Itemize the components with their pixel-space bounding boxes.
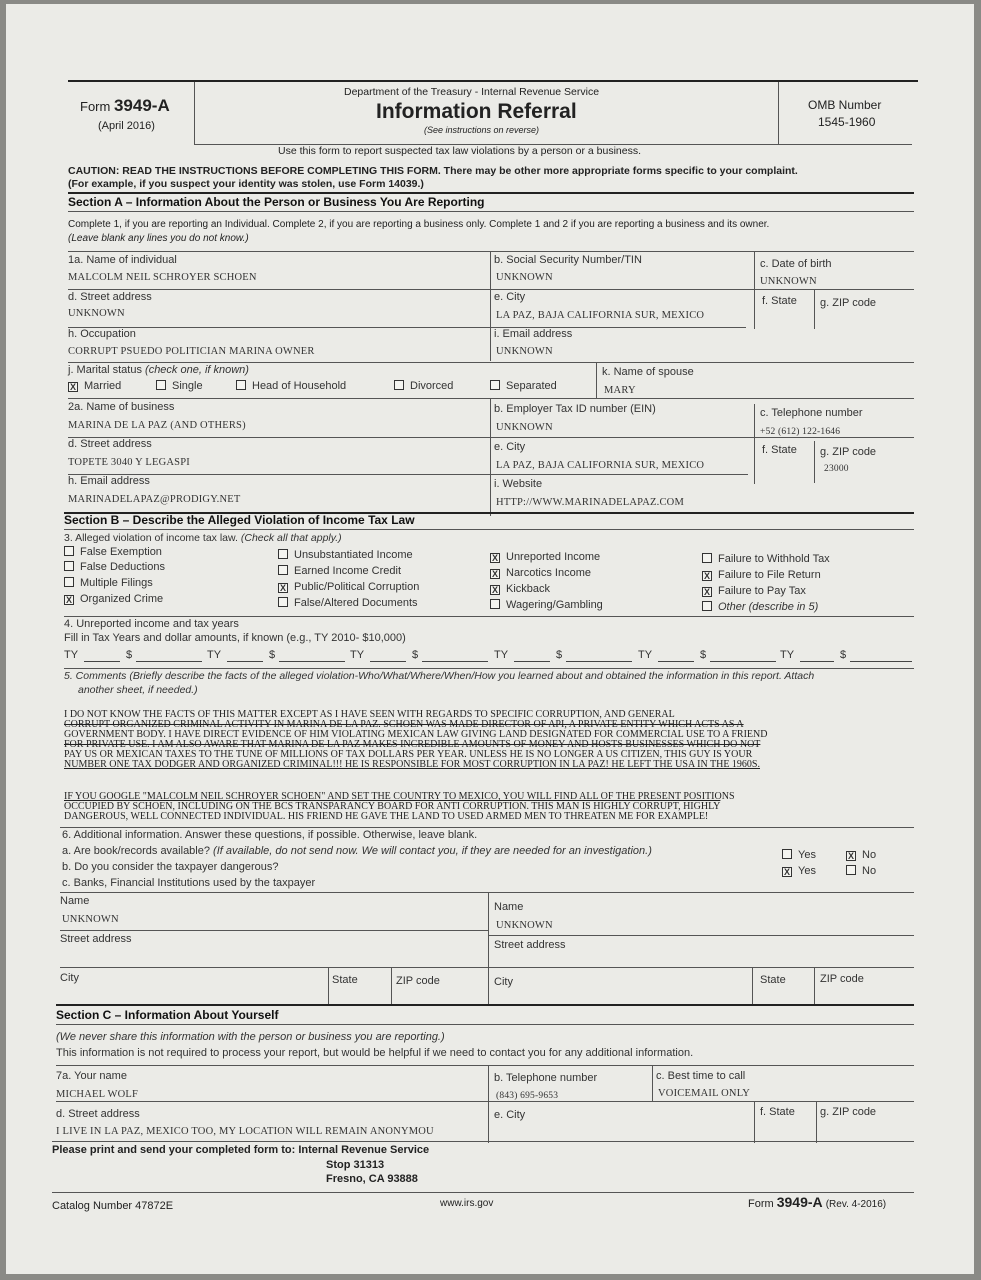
checkbox[interactable]	[278, 565, 288, 575]
col-rule	[816, 1101, 817, 1143]
violation-earned-income-credit[interactable]	[278, 565, 401, 577]
option-label: No	[862, 865, 877, 877]
col-rule	[752, 967, 753, 1004]
ty-field[interactable]	[658, 661, 694, 662]
your-name-label: 7a. Your name	[56, 1070, 127, 1082]
dollar-label: $	[556, 649, 563, 661]
marital-single[interactable]	[156, 380, 203, 392]
street-value[interactable]: UNKNOWN	[68, 308, 125, 319]
business-name-value[interactable]: MARINA DE LA PAZ (AND OTHERS)	[68, 420, 246, 431]
your-street-value[interactable]: I LIVE IN LA PAZ, MEXICO TOO, MY LOCATION WILL REMAIN ANONYMOU	[56, 1126, 434, 1137]
violation-false-deductions[interactable]	[64, 561, 165, 573]
your-zip-label: g. ZIP code	[820, 1106, 877, 1118]
comment-line-3[interactable]: GOVERNMENT BODY. I HAVE DIRECT EVIDENCE OF HIM VIOLATING MEXICAN LAW GIVING LAND DESIGNATED FOR COMMERCIAL USE TO A FRIEND	[64, 729, 768, 740]
option-label: Failure to Pay Tax	[718, 585, 806, 597]
row-rule	[68, 437, 914, 438]
option-label: Kickback	[506, 583, 551, 595]
violation-narcotics-income[interactable]	[490, 567, 591, 579]
caution-1: CAUTION: READ THE INSTRUCTIONS BEFORE COMPLETING THIS FORM. There may be other more appropriate forms specific to your complaint.	[68, 165, 798, 177]
q6a	[62, 845, 652, 857]
your-street-label: d. Street address	[56, 1108, 140, 1120]
option-label: Single	[172, 380, 203, 392]
col-rule	[814, 441, 815, 483]
checkbox[interactable]	[64, 561, 74, 571]
option-label: Yes	[798, 865, 816, 877]
marital-label-text: j. Marital status	[68, 364, 142, 376]
row-rule	[52, 1141, 914, 1142]
form-page	[6, 4, 974, 1274]
violation-false-altered-documents[interactable]	[278, 597, 418, 609]
your-city-label: e. City	[494, 1109, 526, 1121]
dollar-label: $	[269, 649, 276, 661]
use-line: Use this form to report suspected tax law violations by a person or a business.	[278, 145, 642, 157]
option-label: Earned Income Credit	[294, 565, 401, 577]
comment-line-4[interactable]: FOR PRIVATE USE. I AM ALSO AWARE THAT MARINA DE LA PAZ MAKES INCREDIBLE AMOUNTS OF MONEY AND HOSTS BUSINESSES WHICH DO NOT	[64, 739, 761, 750]
option-label: Narcotics Income	[506, 567, 591, 579]
ty-field[interactable]	[514, 661, 550, 662]
bank2-name-label: Name	[494, 901, 524, 913]
ein-value[interactable]: UNKNOWN	[496, 422, 553, 433]
omb-label: OMB Number	[808, 98, 882, 112]
bank1-name-label: Name	[60, 895, 90, 907]
dob-value[interactable]: UNKNOWN	[760, 276, 817, 287]
col-rule	[490, 398, 491, 516]
col-rule	[391, 967, 392, 1004]
section-a-title-rule	[68, 211, 914, 212]
option-label: No	[862, 849, 877, 861]
row-rule	[60, 967, 914, 968]
your-name-value[interactable]: MICHAEL WOLF	[56, 1089, 139, 1100]
comment-line-7[interactable]: IF YOU GOOGLE "MALCOLM NEIL SCHROYER SCHOEN" AND SET THE COUNTRY TO MEXICO, YOU WILL FIND ALL OF THE PRESENT POSITIONS	[64, 791, 735, 802]
q4-hint: Fill in Tax Years and dollar amounts, if known (e.g., TY 2010- $10,000)	[64, 632, 406, 644]
spouse-label: k. Name of spouse	[602, 366, 694, 378]
business-name-label: 2a. Name of business	[68, 401, 175, 413]
q6-label: 6. Additional information. Answer these questions, if possible. Otherwise, leave blank.	[62, 829, 478, 841]
checkbox[interactable]: X	[703, 571, 710, 581]
violation-multiple-filings[interactable]	[64, 577, 153, 589]
comment-line-8[interactable]: OCCUPIED BY SCHOEN, INCLUDING ON THE BCS TRANSPARANCY BOARD FOR ANTI CORRUPTION. THIS MAN IS HIGHLY CORRUPT, HIGHLY	[64, 801, 721, 812]
col-rule	[814, 289, 815, 329]
best-time-label: c. Best time to call	[656, 1070, 746, 1082]
email-label: i. Email address	[494, 328, 573, 340]
form-id	[80, 96, 170, 116]
comment-line-9[interactable]: DANGEROUS, WELL CONNECTED INDIVIDUAL. HIS FRIEND HE GAVE THE LAND TO USED ARMED MEN TO THREATEN ME FOR EXAMPLE!	[64, 811, 709, 822]
section-a-title: Section A – Information About the Person or Business You Are Reporting	[68, 195, 485, 209]
q6a-no[interactable]	[846, 849, 876, 861]
occupation-value[interactable]: CORRUPT PSUEDO POLITICIAN MARINA OWNER	[68, 346, 315, 357]
ty-label: TY	[350, 649, 365, 661]
violation-unsubstantiated-income[interactable]	[278, 549, 413, 561]
col-rule	[596, 362, 597, 398]
ty-label: TY	[64, 649, 79, 661]
catalog-number: Catalog Number 47872E	[52, 1200, 174, 1212]
ty-label: TY	[494, 649, 509, 661]
form-label: Form	[80, 99, 111, 114]
bank1-street-label: Street address	[60, 933, 132, 945]
street-label: d. Street address	[68, 291, 152, 303]
section-a-instr-2: (Leave blank any lines you do not know.)	[68, 233, 249, 244]
option-label: Separated	[506, 380, 557, 392]
q6a-yes[interactable]	[782, 849, 816, 861]
option-label: False/Altered Documents	[294, 597, 418, 609]
col-rule	[490, 251, 491, 361]
col-rule	[488, 1065, 489, 1143]
your-phone-label: b. Telephone number	[494, 1072, 598, 1084]
header-divider-right	[778, 82, 779, 144]
header-top-rule	[68, 80, 918, 82]
bank2-city-label: City	[494, 976, 513, 988]
checkbox[interactable]: X	[279, 583, 286, 593]
row-rule	[60, 892, 914, 893]
amount-field[interactable]	[422, 661, 488, 662]
marital-separated[interactable]	[490, 380, 557, 392]
send-line: Please print and send your completed form to: Internal Revenue Service	[52, 1144, 430, 1156]
checkbox[interactable]	[846, 865, 856, 875]
checkbox[interactable]: X	[847, 851, 854, 861]
city-label: e. City	[494, 291, 526, 303]
business-street-value[interactable]: TOPETE 3040 Y LEGASPI	[68, 457, 190, 468]
violation-other[interactable]	[702, 601, 818, 613]
checkbox[interactable]: X	[491, 569, 498, 579]
q5-label-2: another sheet, if needed.)	[78, 684, 198, 696]
option-label: Other (describe in 5)	[718, 601, 819, 613]
occupation-label: h. Occupation	[68, 328, 136, 340]
your-state-label: f. State	[760, 1106, 795, 1118]
email-value[interactable]: UNKNOWN	[496, 346, 553, 357]
q3-label-text: 3. Alleged violation of income tax law.	[64, 532, 238, 544]
option-label: Failure to Withhold Tax	[718, 553, 830, 565]
q6b-yes[interactable]	[782, 865, 816, 877]
form-date: (April 2016)	[98, 120, 155, 132]
row-rule	[488, 935, 914, 936]
q6a-text: a. Are book/records available?	[62, 845, 210, 857]
q3-hint: (Check all that apply.)	[240, 532, 342, 544]
col-rule	[652, 1065, 653, 1101]
marital-married[interactable]	[68, 380, 121, 392]
ty-label: TY	[207, 649, 222, 661]
website-label: i. Website	[494, 478, 543, 490]
business-zip-value[interactable]: 23000	[824, 464, 849, 474]
col-rule	[754, 1101, 755, 1143]
checkbox[interactable]: X	[491, 553, 498, 563]
row-rule	[60, 930, 488, 931]
checkbox[interactable]	[278, 549, 288, 559]
comment-line-1[interactable]: I DO NOT KNOW THE FACTS OF THIS MATTER EXCEPT AS I HAVE SEEN WITH REGARDS TO SPECIFIC CORRUPTION, AND GENERAL	[64, 709, 675, 720]
ty-field[interactable]	[370, 661, 406, 662]
checkbox[interactable]: X	[491, 585, 498, 595]
individual-name-label: 1a. Name of individual	[68, 254, 177, 266]
option-label: Organized Crime	[80, 593, 164, 605]
best-time-value[interactable]: VOICEMAIL ONLY	[658, 1088, 751, 1099]
row-rule	[68, 362, 914, 363]
amount-field[interactable]	[850, 661, 912, 662]
col-rule	[754, 251, 755, 329]
marital-divorced[interactable]	[394, 380, 453, 392]
section-c-title-rule	[56, 1024, 914, 1025]
dollar-label: $	[412, 649, 419, 661]
checkbox[interactable]	[490, 599, 500, 609]
city-value[interactable]: LA PAZ, BAJA CALIFORNIA SUR, MEXICO	[496, 310, 705, 321]
option-label: Wagering/Gambling	[506, 599, 603, 611]
row-rule	[68, 398, 914, 399]
marital-hint: (check one, if known)	[145, 364, 249, 376]
comment-line-2[interactable]: CORRUPT ORGANIZED CRIMINAL ACTIVITY IN MARINA DE LA PAZ. SCHOEN WAS MADE DIRECTOR OF API, A PRIVATE ENTITY WHICH ACTS AS A	[64, 719, 744, 730]
violation-public-political-corruption[interactable]	[278, 581, 419, 593]
ty-field[interactable]	[84, 661, 120, 662]
row-rule	[56, 1101, 914, 1102]
section-b-title-rule	[64, 529, 914, 530]
business-email-value[interactable]: MARINADELAPAZ@PRODIGY.NET	[68, 494, 241, 505]
comment-line-5[interactable]: PAY US OR MEXICAN TAXES TO THE TUNE OF MILLIONS OF TAX DOLLARS PER YEAR. UNLESS HE IS NO LONGER A US CITIZEN, THIS GUY IS YOUR	[64, 749, 753, 760]
dollar-label: $	[700, 649, 707, 661]
option-label: Multiple Filings	[80, 577, 153, 589]
bank1-city-label: City	[60, 972, 79, 984]
violation-failure-to-withhold[interactable]	[702, 553, 830, 565]
checkbox[interactable]: X	[65, 595, 72, 605]
business-city-value[interactable]: LA PAZ, BAJA CALIFORNIA SUR, MEXICO	[496, 460, 705, 471]
option-label: Public/Political Corruption	[294, 581, 420, 593]
checkbox[interactable]	[702, 601, 712, 611]
ty-field[interactable]	[227, 661, 263, 662]
business-city-label: e. City	[494, 441, 526, 453]
ty-field[interactable]	[800, 661, 834, 662]
bank2-state-label: State	[760, 974, 786, 986]
row-rule	[60, 827, 914, 828]
bank1-zip-label: ZIP code	[396, 975, 440, 987]
section-a-rule	[68, 192, 914, 194]
violation-failure-to-pay[interactable]	[702, 585, 806, 597]
section-b-title: Section B – Describe the Alleged Violation of Income Tax Law	[64, 513, 415, 527]
ein-label: b. Employer Tax ID number (EIN)	[494, 403, 656, 415]
option-label: False Exemption	[80, 546, 162, 558]
business-zip-label: g. ZIP code	[820, 446, 877, 458]
business-phone-value[interactable]: +52 (612) 122-1646	[760, 427, 841, 437]
bank1-state-label: State	[332, 974, 358, 986]
footer-rule	[52, 1192, 914, 1193]
row-rule	[56, 1065, 914, 1066]
q4-label: 4. Unreported income and tax years	[64, 618, 239, 630]
checkbox[interactable]	[782, 849, 792, 859]
col-rule	[754, 404, 755, 484]
checkbox[interactable]	[236, 380, 246, 390]
section-c-title: Section C – Information About Yourself	[56, 1008, 279, 1022]
ssn-label: b. Social Security Number/TIN	[494, 254, 642, 266]
bank2-zip-label: ZIP code	[820, 973, 864, 985]
section-a-instr-1: Complete 1, if you are reporting an Individual. Complete 2, if you are reporting a business only. Complete 1 and 2 if you are reporting a business and its owner.	[68, 219, 770, 230]
q3-label	[64, 532, 342, 544]
caution-2: (For example, if you suspect your identity was stolen, use Form 14039.)	[68, 178, 424, 190]
checkbox[interactable]	[278, 597, 288, 607]
option-label: Failure to File Return	[718, 569, 821, 581]
irs-website[interactable]: www.irs.gov	[440, 1198, 494, 1209]
see-instructions: (See instructions on reverse)	[424, 125, 540, 135]
checkbox[interactable]	[394, 380, 404, 390]
row-rule	[68, 327, 746, 328]
amount-field[interactable]	[279, 661, 345, 662]
violation-wagering-gambling[interactable]	[490, 599, 603, 611]
marital-label	[68, 364, 249, 376]
amount-field[interactable]	[566, 661, 632, 662]
footer-form-id	[748, 1194, 886, 1210]
ty-label: TY	[638, 649, 653, 661]
marital-head-of-household[interactable]	[236, 380, 346, 392]
dollar-label: $	[840, 649, 847, 661]
dollar-label: $	[126, 649, 133, 661]
department: Department of the Treasury - Internal Revenue Service	[344, 86, 600, 98]
amount-field[interactable]	[136, 661, 202, 662]
footer-form-number: 3949-A	[776, 1194, 823, 1210]
option-label: Yes	[798, 849, 816, 861]
option-label: False Deductions	[80, 561, 165, 573]
checkbox[interactable]: X	[69, 382, 76, 392]
col-rule	[328, 967, 329, 1004]
violation-unreported-income[interactable]	[490, 551, 600, 563]
checkbox[interactable]	[64, 577, 74, 587]
checkbox[interactable]	[490, 380, 500, 390]
checkbox[interactable]	[702, 553, 712, 563]
your-phone-value[interactable]: (843) 695-9653	[496, 1091, 559, 1101]
option-label: Head of Household	[252, 380, 347, 392]
footer-form-label: Form	[748, 1198, 774, 1210]
form-number: 3949-A	[113, 96, 170, 115]
col-rule	[488, 892, 489, 1004]
spouse-value[interactable]: MARY	[604, 385, 636, 396]
business-email-label: h. Email address	[68, 475, 150, 487]
row-rule	[68, 251, 914, 252]
row-rule	[68, 474, 748, 475]
checkbox[interactable]	[64, 546, 74, 556]
ssn-value[interactable]: UNKNOWN	[496, 272, 553, 283]
option-label: Divorced	[410, 380, 454, 392]
q6b: b. Do you consider the taxpayer dangerous?	[62, 861, 279, 873]
checkbox[interactable]	[156, 380, 166, 390]
omb-number: 1545-1960	[818, 115, 876, 129]
ty-label: TY	[780, 649, 795, 661]
business-phone-label: c. Telephone number	[760, 407, 863, 419]
send-stop: Stop 31313	[326, 1159, 385, 1171]
row-rule	[64, 616, 914, 617]
individual-name-value[interactable]: MALCOLM NEIL SCHROYER SCHOEN	[68, 272, 257, 283]
option-label: Unreported Income	[506, 551, 601, 563]
violation-organized-crime[interactable]	[64, 593, 163, 605]
bank2-street-label: Street address	[494, 939, 566, 951]
violation-kickback[interactable]	[490, 583, 550, 595]
bank1-name-value[interactable]: UNKNOWN	[62, 914, 119, 925]
amount-field[interactable]	[710, 661, 776, 662]
row-rule	[68, 289, 914, 290]
col-rule	[814, 967, 815, 1004]
checkbox[interactable]: X	[783, 867, 790, 877]
zip-label: g. ZIP code	[820, 297, 877, 309]
website-value[interactable]: HTTP://WWW.MARINADELAPAZ.COM	[496, 497, 684, 508]
section-c-note-1: (We never share this information with the person or business you are reporting.)	[56, 1031, 445, 1043]
form-title: Information Referral	[376, 100, 577, 123]
row-rule	[64, 668, 914, 669]
business-state-label: f. State	[762, 444, 797, 456]
business-street-label: d. Street address	[68, 438, 152, 450]
section-c-note-2: This information is not required to process your report, but would be helpful if we need to contact you for any additional information.	[56, 1047, 694, 1059]
bank2-name-value[interactable]: UNKNOWN	[496, 920, 553, 931]
header-divider-left	[194, 82, 195, 144]
state-label: f. State	[762, 295, 797, 307]
comment-line-6[interactable]: NUMBER ONE TAX DODGER AND ORGANIZED CRIMINAL!!! HE IS RESPONSIBLE FOR MOST CORRUPTION IN LA PAZ! HE LEFT THE USA IN THE 1960S.	[64, 759, 760, 770]
q6a-hint: (If available, do not send now. We will contact you, if they are needed for an investigation.)	[213, 845, 652, 857]
q6c: c. Banks, Financial Institutions used by the taxpayer	[62, 877, 316, 889]
send-city: Fresno, CA 93888	[326, 1173, 418, 1185]
violation-false-exemption[interactable]	[64, 546, 162, 558]
violation-failure-to-file[interactable]	[702, 569, 821, 581]
q6b-no[interactable]	[846, 865, 876, 877]
option-label: Married	[84, 380, 122, 392]
checkbox[interactable]: X	[703, 587, 710, 597]
option-label: Unsubstantiated Income	[294, 549, 413, 561]
section-c-rule	[56, 1004, 914, 1006]
q5-label: 5. Comments (Briefly describe the facts of the alleged violation-Who/What/Where/When/How you learned about and obtained the information in this report. Attach	[64, 670, 815, 682]
footer-rev: (Rev. 4-2016)	[825, 1199, 887, 1210]
dob-label: c. Date of birth	[760, 258, 832, 270]
